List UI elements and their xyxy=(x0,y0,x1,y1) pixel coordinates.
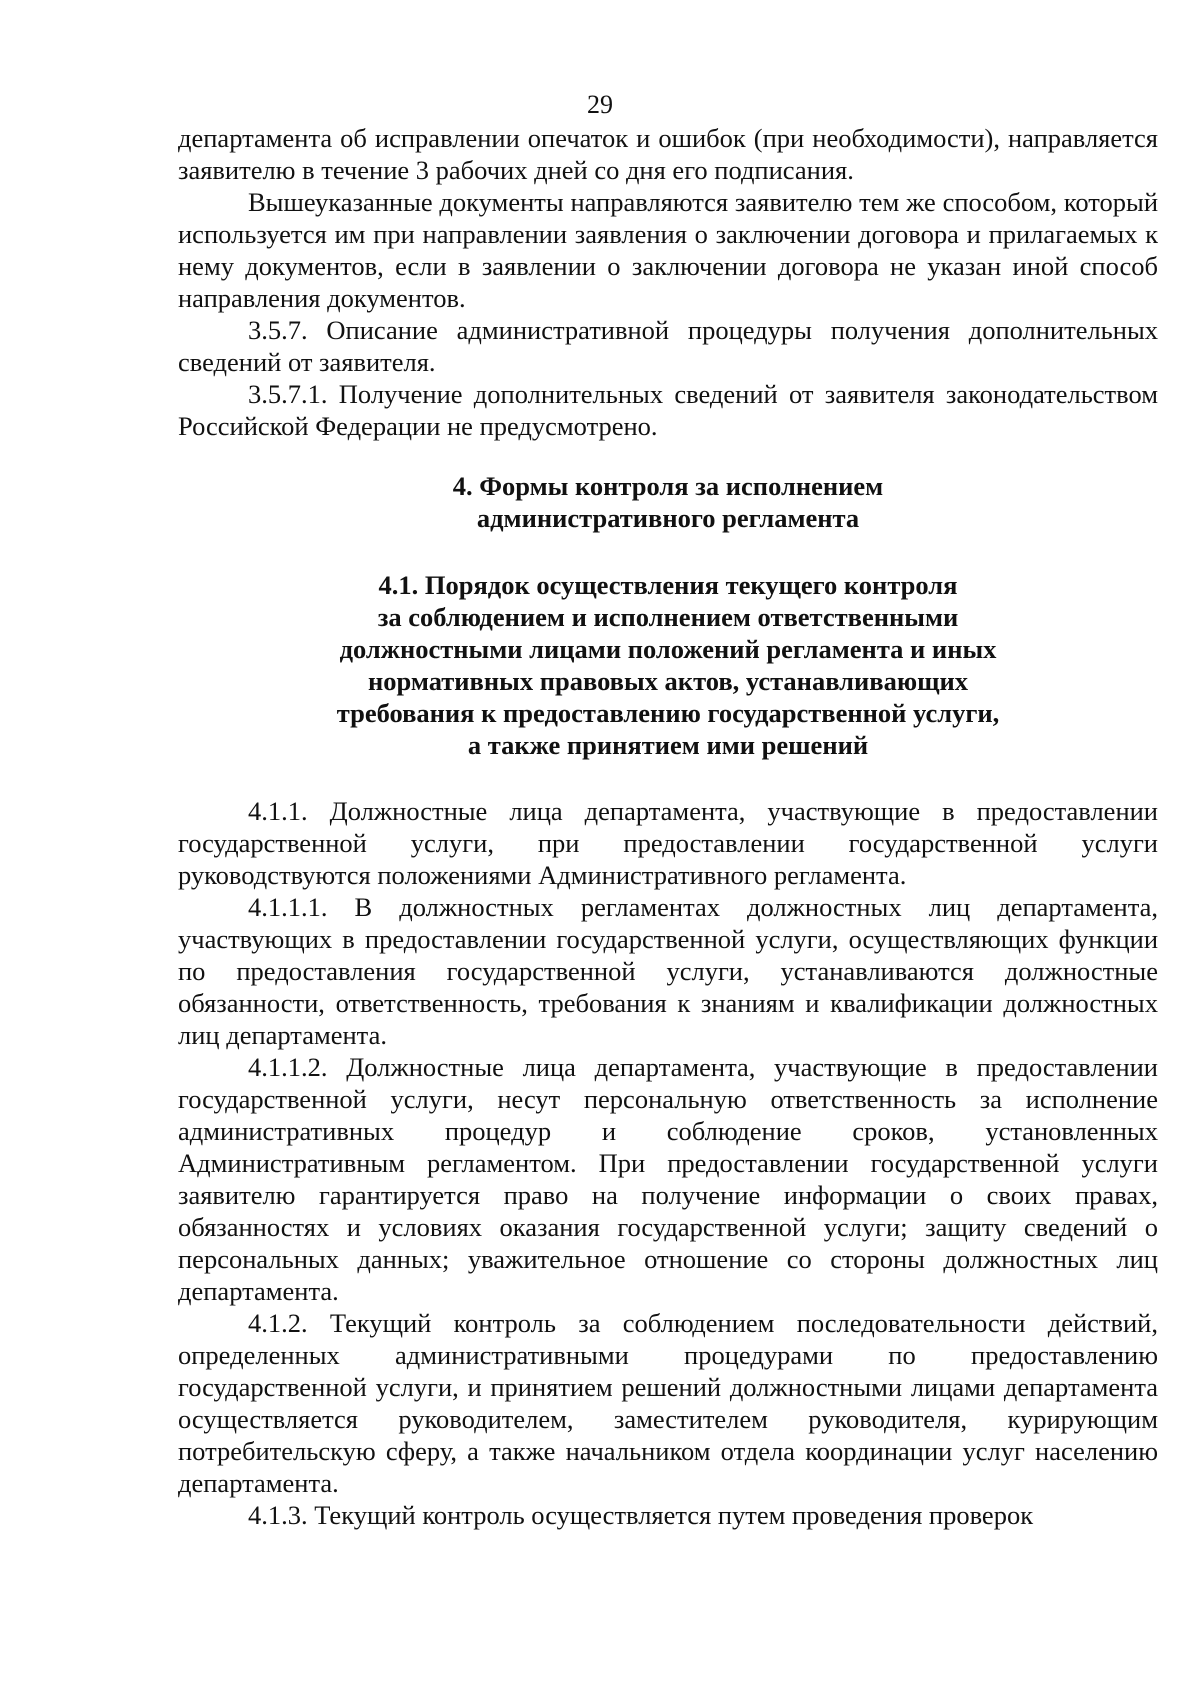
paragraph-4-1-3: 4.1.3. Текущий контроль осуществляется путем проведения проверок xyxy=(248,1500,1034,1530)
section-heading-line: 4. Формы контроля за исполнением xyxy=(452,471,884,501)
paragraph-3-5-7-1: 3.5.7.1. Получение дополнительных сведений от заявителя законодательством Российской Федерации не предусмотрено. xyxy=(178,379,1158,441)
paragraph-3-5-7: 3.5.7. Описание административной процедуры получения дополнительных сведений от заявителя. xyxy=(178,315,1158,377)
section-heading-line: административного регламента xyxy=(476,503,860,533)
subsection-heading-line: требования к предоставлению государственной услуги, xyxy=(336,698,1000,728)
paragraph-4-1-1-1: 4.1.1.1. В должностных регламентах должностных лиц департамента, участвующих в предоставлении государственной услуги, осуществляющих функции по предоставления государственной услуги, устанавливаются должностные обязанности, ответственность, требования к знаниям и квалификации должностных лиц департамента. xyxy=(178,892,1158,1050)
paragraph-4-1-1: 4.1.1. Должностные лица департамента, участвующие в предоставлении государственной услуги, при предоставлении государственной услуги руководствуются положениями Административного регламента. xyxy=(178,796,1158,890)
subsection-heading-line: нормативных правовых актов, устанавливающих xyxy=(367,666,968,696)
subsection-heading-line: 4.1. Порядок осуществления текущего контроля xyxy=(378,570,958,600)
document-body xyxy=(178,122,1158,1531)
subsection-content xyxy=(178,795,1158,1531)
paragraph-documents-sending: Вышеуказанные документы направляются заявителю тем же способом, который используется им при направлении заявления о заключении договора и прилагаемых к нему документов, если в заявлении о заключении договора не указан иной способ направления документов. xyxy=(178,187,1158,313)
subsection-heading xyxy=(178,569,1158,761)
subsection-heading-line: должностными лицами положений регламента и иных xyxy=(339,634,997,664)
section-heading xyxy=(178,470,1158,534)
paragraph-continuation: департамента об исправлении опечаток и ошибок (при необходимости), направляется заявителю в течение 3 рабочих дней со дня его подписания. xyxy=(178,123,1158,185)
paragraph-4-1-1-2: 4.1.1.2. Должностные лица департамента, участвующие в предоставлении государственной услуги, несут персональную ответственность за исполнение административных процедур и соблюдение сроков, установленных Административным регламентом. При предоставлении государственной услуги заявителю гарантируется право на получение информации о своих правах, обязанностях и условиях оказания государственной услуги; защиту сведений о персональных данных; уважительное отношение со стороны должностных лиц департамента. xyxy=(178,1052,1158,1306)
page-number: 29 xyxy=(587,90,613,119)
subsection-heading-line: за соблюдением и исполнением ответственными xyxy=(377,602,959,632)
subsection-heading-line: а также принятием ими решений xyxy=(467,730,869,760)
paragraph-4-1-2: 4.1.2. Текущий контроль за соблюдением последовательности действий, определенных административными процедурами по предоставлению государственной услуги, и принятием решений должностными лицами департамента осуществляется руководителем, заместителем руководителя, курирующим потребительскую сферу, а также начальником отдела координации услуг населению департамента. xyxy=(178,1308,1158,1498)
